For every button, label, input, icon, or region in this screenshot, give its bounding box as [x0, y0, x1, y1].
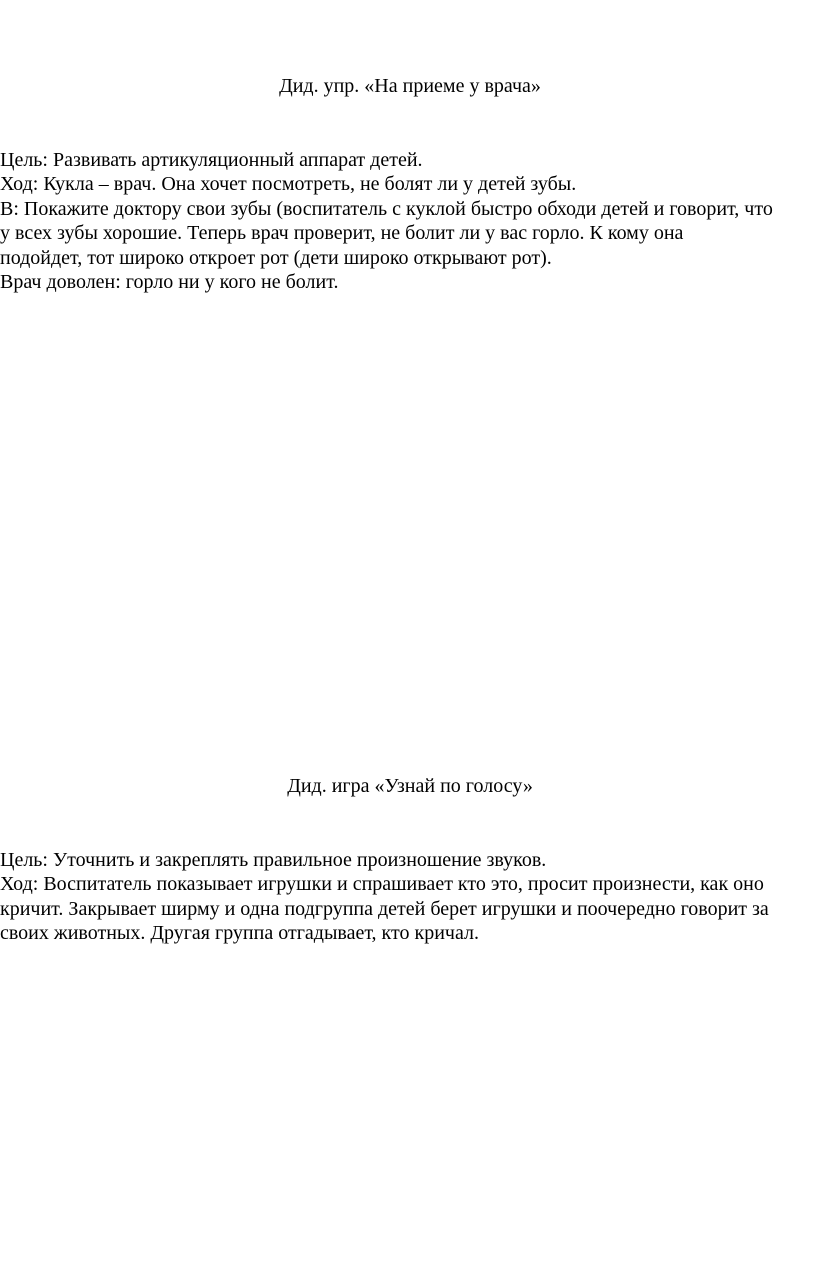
game-title: Дид. упр. «На приеме у врача»: [279, 75, 541, 97]
spacer: [0, 799, 816, 848]
text-line: у всех зубы хорошие. Теперь врач проверит, не болит ли у вас горло. К кому она: [0, 222, 684, 244]
goal-line: Цель: Уточнить и закреплять правильное произношение звуков.: [0, 848, 547, 871]
game-title: Дид. игра «Узнай по голосу»: [287, 775, 533, 797]
procedure-line: Ход: Воспитатель показывает игрушки и спрашивает кто это, просит произнести, как оно: [0, 873, 764, 895]
game-section-doctor: [0, 74, 816, 295]
text-line: кричит. Закрывает ширму и одна подгруппа детей берет игрушки и поочередно говорит за: [0, 897, 769, 920]
game-description: [0, 148, 816, 295]
goal-line: Цель: Развивать артикуляционный аппарат детей.: [0, 148, 423, 171]
text-line: подойдет, тот широко откроет рот (дети широко открывают рот).: [0, 246, 552, 269]
text-line: В: Покажите доктору свои зубы (воспитатель с куклой быстро обходи детей и говорит, что: [0, 197, 773, 220]
procedure-line: Ход: Кукла – врач. Она хочет посмотреть, не болят ли у детей зубы.: [0, 173, 577, 195]
game-description: [0, 848, 816, 946]
text-line: своих животных. Другая группа отгадывает, кто кричал.: [0, 922, 479, 944]
game-section-voice: [0, 774, 816, 946]
text-line: Врач доволен: горло ни у кого не болит.: [0, 271, 339, 293]
spacer: [0, 99, 816, 148]
